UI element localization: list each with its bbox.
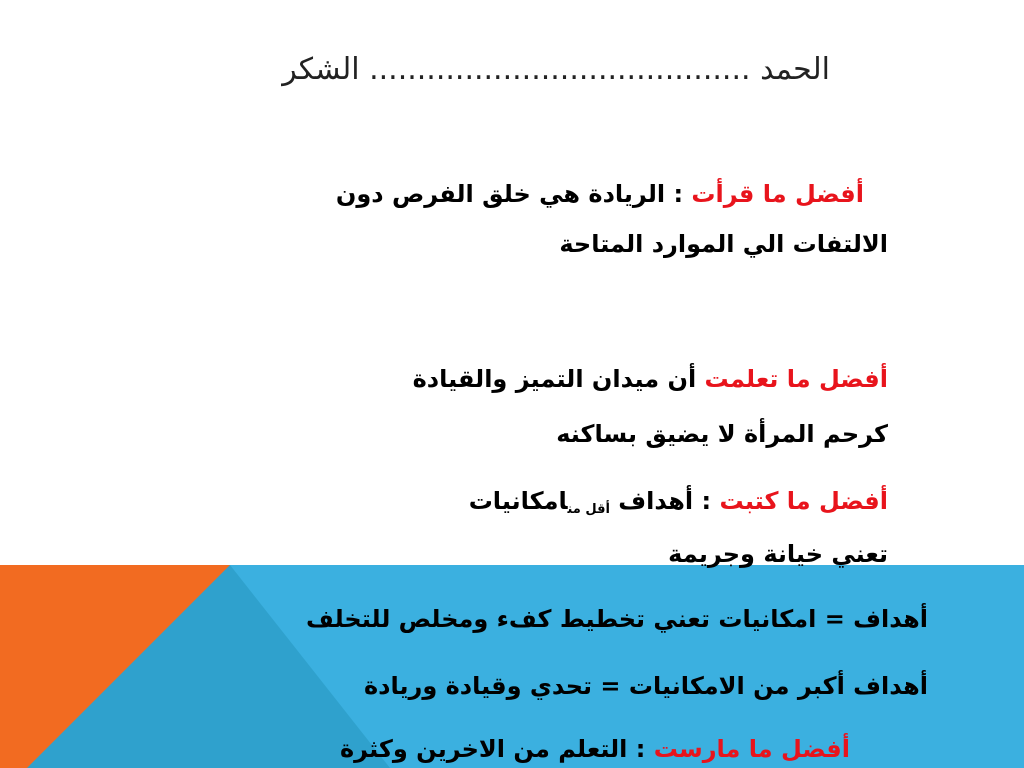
wrote-sep: : xyxy=(693,487,720,515)
wrote-line-2: تعني خيانة وجريمة xyxy=(668,540,888,568)
wrote-word-capabilities: امكانيات xyxy=(468,487,568,515)
wrote-label: أفضل ما كتبت xyxy=(719,487,888,515)
read-line-1 xyxy=(336,180,864,208)
wrote-word-goals: أهداف xyxy=(618,487,694,515)
wrote-line-1 xyxy=(469,487,888,517)
read-line-2: الالتفات الي الموارد المتاحة xyxy=(559,230,888,258)
learned-line-1 xyxy=(413,365,888,393)
learned-label: أفضل ما تعلمت xyxy=(704,365,888,393)
learned-line-2: كرحم المرأة لا يضيق بساكنه xyxy=(556,420,888,448)
read-label: أفضل ما قرأت xyxy=(691,180,864,208)
wrote-less-than: أقل من xyxy=(567,502,610,517)
slide-title: الحمد ........................................ الشكر xyxy=(282,52,830,87)
learned-text: أن ميدان التميز والقيادة xyxy=(412,365,705,393)
read-text: : الريادة هي خلق الفرص دون xyxy=(335,180,692,208)
equation-line-2: أهداف أكبر من الامكانيات = تحدي وقيادة وريادة xyxy=(364,672,928,700)
practiced-label: أفضل ما مارست xyxy=(653,735,850,763)
practiced-text: : التعلم من الاخرين وكثرة xyxy=(339,735,654,763)
practiced-line xyxy=(340,735,850,763)
equation-line-1: أهداف = امكانيات تعني تخطيط كفء ومخلص للتخلف xyxy=(306,605,928,633)
